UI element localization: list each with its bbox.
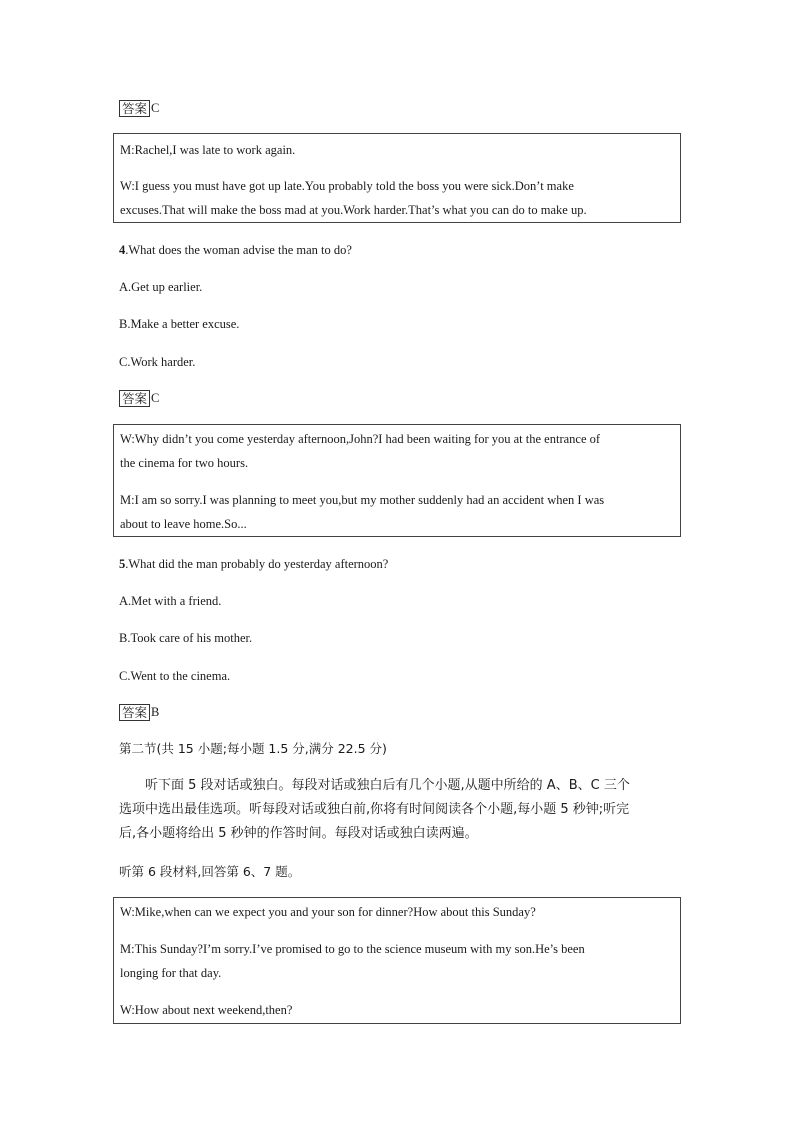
dialog-line: the cinema for two hours. xyxy=(120,456,249,470)
dialog-line: excuses.That will make the boss mad at you.Work harder.That’s what you can do to make up. xyxy=(120,203,587,217)
dialog-line: M:Rachel,I was late to work again. xyxy=(120,143,296,157)
answer-badge: 答案 xyxy=(119,100,150,117)
answer-row xyxy=(119,390,159,407)
option-a: A.Get up earlier. xyxy=(119,280,203,294)
instruction-line: 后,各小题将给出 5 秒钟的作答时间。每段对话或独白读两遍。 xyxy=(119,826,478,841)
answer-letter: B xyxy=(151,705,160,719)
material-label: 听第 6 段材料,回答第 6、7 题。 xyxy=(119,864,301,879)
answer-row xyxy=(119,704,159,721)
question-4 xyxy=(119,242,352,258)
instruction-line: 听下面 5 段对话或独白。每段对话或独白后有几个小题,从题中所给的 A、B、C 三个 xyxy=(145,778,630,793)
answer-letter: C xyxy=(151,101,160,115)
answer-row xyxy=(119,100,159,117)
question-5 xyxy=(119,556,388,572)
instructions-paragraph xyxy=(119,774,679,846)
option-b: B.Took care of his mother. xyxy=(119,631,253,645)
option-c: C.Work harder. xyxy=(119,355,196,369)
option-c: C.Went to the cinema. xyxy=(119,669,231,683)
option-a: A.Met with a friend. xyxy=(119,594,222,608)
dialog-line: M:I am so sorry.I was planning to meet you,but my mother suddenly had an accident when I was xyxy=(120,493,605,507)
dialog-line: about to leave home.So... xyxy=(120,517,247,531)
question-text: .What did the man probably do yesterday afternoon? xyxy=(125,557,389,571)
dialog-line: W:How about next weekend,then? xyxy=(120,1003,293,1017)
dialog-line: longing for that day. xyxy=(120,966,222,980)
answer-badge: 答案 xyxy=(119,704,150,721)
dialog-line: W:Why didn’t you come yesterday afternoon,John?I had been waiting for you at the entrance of xyxy=(120,432,601,446)
question-text: .What does the woman advise the man to do? xyxy=(125,243,352,257)
dialog-line: W:Mike,when can we expect you and your son for dinner?How about this Sunday? xyxy=(120,905,536,919)
dialog-line: W:I guess you must have got up late.You probably told the boss you were sick.Don’t make xyxy=(120,179,574,193)
instruction-line: 选项中选出最佳选项。听每段对话或独白前,你将有时间阅读各个小题,每小题 5 秒钟;听完 xyxy=(119,802,630,817)
answer-letter: C xyxy=(151,391,160,405)
dialog-box xyxy=(113,133,681,223)
dialog-box xyxy=(113,897,681,1024)
question-number: 4 xyxy=(119,243,126,257)
section-heading: 第二节(共 15 小题;每小题 1.5 分,满分 22.5 分) xyxy=(119,741,387,756)
answer-badge: 答案 xyxy=(119,390,150,407)
dialog-box xyxy=(113,424,681,537)
option-b: B.Make a better excuse. xyxy=(119,317,240,331)
question-number: 5 xyxy=(119,557,126,571)
dialog-line: M:This Sunday?I’m sorry.I’ve promised to go to the science museum with my son.He’s been xyxy=(120,942,585,956)
